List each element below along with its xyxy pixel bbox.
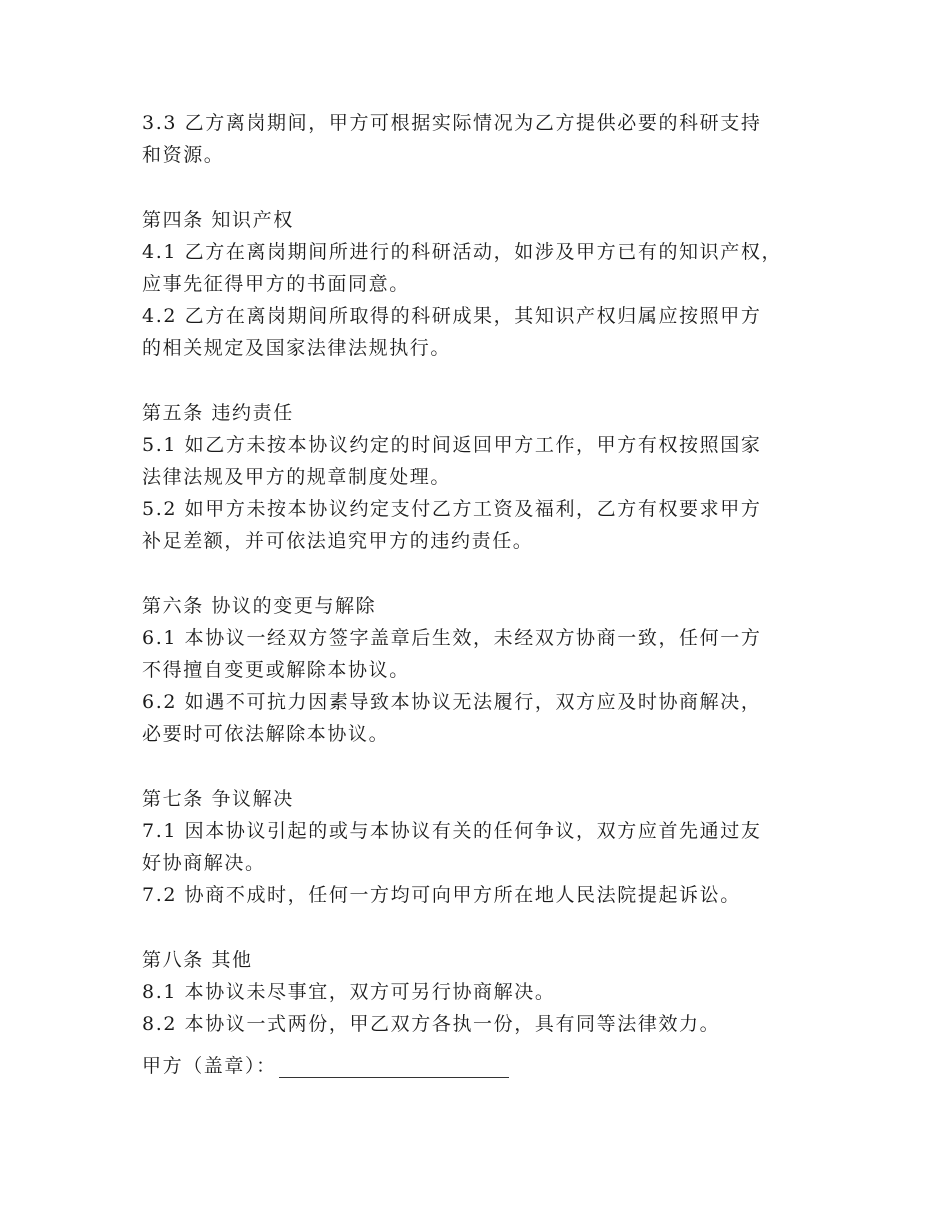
clause-text-line: 好协商解决。	[142, 852, 266, 874]
section-heading: 第五条 违约责任	[142, 402, 294, 424]
section-gap	[142, 911, 822, 944]
clause-text-line: 和资源。	[142, 144, 225, 166]
document-sections	[142, 107, 822, 1040]
section-block	[142, 783, 822, 911]
section-gap	[142, 557, 822, 590]
section-block	[142, 107, 822, 171]
section-heading: 第七条 争议解决	[142, 788, 294, 810]
clause-text-line: 4.1 乙方在离岗期间所进行的科研活动，如涉及甲方已有的知识产权，	[142, 241, 783, 263]
clause-text-line: 5.1 如乙方未按本协议约定的时间返回甲方工作，甲方有权按照国家	[142, 434, 762, 456]
signature-line	[279, 1053, 509, 1078]
clause-text-line: 不得擅自变更或解除本协议。	[142, 659, 410, 681]
clause-text-line: 3.3 乙方离岗期间，甲方可根据实际情况为乙方提供必要的科研支持	[142, 112, 762, 134]
section-heading: 第六条 协议的变更与解除	[142, 595, 377, 617]
clause-text-line: 5.2 如甲方未按本协议约定支付乙方工资及福利，乙方有权要求甲方	[142, 498, 762, 520]
section-heading: 第四条 知识产权	[142, 209, 294, 231]
section-gap	[142, 171, 822, 204]
clause-text-line: 8.2 本协议一式两份，甲乙双方各执一份，具有同等法律效力。	[142, 1013, 721, 1035]
section-heading: 第八条 其他	[142, 949, 253, 971]
clause-text-line: 的相关规定及国家法律法规执行。	[142, 337, 452, 359]
section-block	[142, 944, 822, 1040]
clause-text-line: 8.1 本协议未尽事宜，双方可另行协商解决。	[142, 981, 556, 1003]
section-gap	[142, 750, 822, 783]
signature-label: 甲方（盖章）：	[142, 1055, 277, 1077]
clause-text-line: 补足差额，并可依法追究甲方的违约责任。	[142, 530, 534, 552]
signature-block	[142, 1050, 822, 1082]
clause-text-line: 4.2 乙方在离岗期间所取得的科研成果，其知识产权归属应按照甲方	[142, 305, 762, 327]
section-block	[142, 397, 822, 557]
clause-text-line: 应事先征得甲方的书面同意。	[142, 273, 410, 295]
section-block	[142, 204, 822, 364]
clause-text-line: 6.2 如遇不可抗力因素导致本协议无法履行，双方应及时协商解决，	[142, 691, 762, 713]
clause-text-line: 7.2 协商不成时，任何一方均可向甲方所在地人民法院提起诉讼。	[142, 884, 741, 906]
clause-text-line: 法律法规及甲方的规章制度处理。	[142, 466, 452, 488]
clause-text-line: 6.1 本协议一经双方签字盖章后生效，未经双方协商一致，任何一方	[142, 627, 762, 649]
clause-text-line: 7.1 因本协议引起的或与本协议有关的任何争议，双方应首先通过友	[142, 820, 762, 842]
clause-text-line: 必要时可依法解除本协议。	[142, 723, 390, 745]
section-gap	[142, 364, 822, 397]
section-block	[142, 590, 822, 750]
document-body	[142, 107, 822, 1082]
